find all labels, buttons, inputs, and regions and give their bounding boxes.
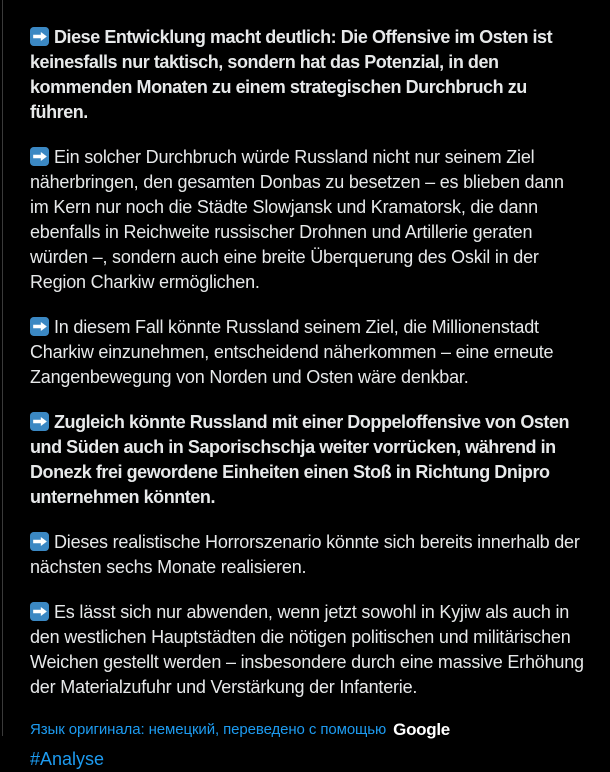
- google-logo: Google: [393, 720, 450, 739]
- hashtag-link[interactable]: #Analyse: [30, 749, 105, 769]
- paragraph-text: Ein solcher Durchbruch würde Russland nicht nur seinem Ziel näherbringen, den gesamten Donbas zu besetzen – es blieben dann im Kern nur noch die Städte Slowjansk und Kramatorsk, die dann ebenfalls in Reichweite russischer Drohnen und Artillerie geraten würden –, sondern auch eine breite Überquerung des Oskil in der Region Charkiw ermöglichen.: [30, 147, 564, 292]
- translation-notice-text[interactable]: Язык оригинала: немецкий, переведено с помощью: [30, 721, 387, 738]
- post-paragraph: [30, 600, 586, 700]
- paragraph-text: In diesem Fall könnte Russland seinem Ziel, die Millionenstadt Charkiw einzunehmen, entscheidend näherkommen – eine erneute Zangenbewegung von Norden und Osten wäre denkbar.: [30, 317, 554, 387]
- paragraph-text: Es lässt sich nur abwenden, wenn jetzt sowohl in Kyjiw als auch in den westlichen Hauptstädten die nötigen politischen und militärischen Weichen gestellt werden – insbesondere durch eine massive Erhöhung der Materialzufuhr und Verstärkung der Infanterie.: [30, 602, 584, 697]
- right-arrow-emoji: [30, 317, 49, 336]
- post-paragraph: [30, 530, 586, 580]
- translation-notice[interactable]: [30, 720, 586, 740]
- right-arrow-emoji: [30, 412, 49, 431]
- right-arrow-emoji: [30, 147, 49, 166]
- paragraph-text: Zugleich könnte Russland mit einer Doppeloffensive von Osten und Süden auch in Saporischschja weiter vorrücken, während in Donezk frei gewordene Einheiten einen Stoß in Richtung Dnipro unternehmen könnten.: [30, 412, 570, 507]
- paragraph-text: Dieses realistische Horrorszenario könnte sich bereits innerhalb der nächsten sechs Monate realisieren.: [30, 532, 580, 577]
- post-paragraph: [30, 315, 586, 390]
- right-arrow-emoji: [30, 602, 49, 621]
- post-paragraph: [30, 410, 586, 510]
- post-paragraph: [30, 145, 586, 295]
- right-arrow-emoji: [30, 532, 49, 551]
- right-arrow-emoji: [30, 27, 49, 46]
- paragraph-text: Diese Entwicklung macht deutlich: Die Offensive im Osten ist keinesfalls nur taktisch, sondern hat das Potenzial, in den kommenden Monaten zu einem strategischen Durchbruch zu führen.: [30, 27, 553, 122]
- post-paragraph: [30, 25, 586, 125]
